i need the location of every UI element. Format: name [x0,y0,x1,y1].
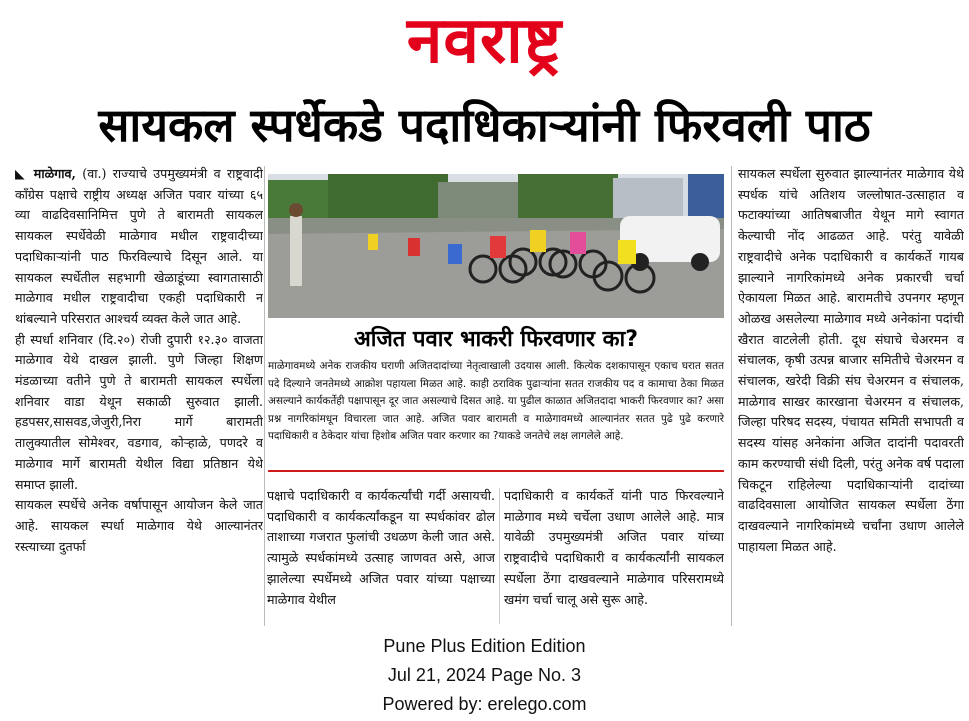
paragraph: पक्षाचे पदाधिकारी व कार्यकर्त्यांची गर्दी असायची. पदाधिकारी व कार्यकर्त्यांकडून या स्पर्धकांवर ढोल ताशाच्या गजरात फुलांची उधळण केली जात असे. त्यामुळे स्पर्धकांमध्ये उत्साह जाणवत असे, आज झालेल्या स्पर्धेमध्ये अजित पवार यांच्या पक्षाच्या माळेगाव येथील [267,488,495,607]
article-column-3 [504,486,724,626]
article-column-4 [738,164,964,624]
edition-name: Pune Plus Edition Edition [383,636,586,656]
article-column-2 [267,486,495,626]
sidebar-summary: माळेगावमध्ये अनेक राजकीय घराणी अजितदादांच्या नेतृत्वाखाली उदयास आली. कित्येक दशकापासून एकाच घरात सतत पदे दिल्याने जनतेमध्ये आक्रोश पहायला मिळत आहे. काही ठराविक पुढाऱ्यांना सतत राजकीय पद व कामाचा ठेका मिळत असल्याने कार्यकर्तेही पक्षापासून दूर जात असल्याचे दिसत आहे. या पुढील काळात अजितदादा भाकरी फिरवणार का? असा प्रश्न नागरिकांमधून विचारला जात आहे. अजित पवार बारामती व माळेगावमध्ये आल्यानंतर सतत पुढे पुढे करणारे पदाधिकारी व ठेकेदार यांचा हिशोब अजित पवार करणार का ?याकडे जनतेचे लक्ष लागलेले आहे. [268,360,724,442]
masthead [0,0,969,88]
red-divider [268,470,724,472]
edition-date-page: Jul 21, 2024 Page No. 3 [387,665,582,685]
paragraph: सायकल स्पर्धेला सुरुवात झाल्यानंतर माळेगाव येथे स्पर्धक यांचे अतिशय जल्लोषात-उत्साहात व फटाक्यांच्या आतिषबाजीत येथून मागे स्वागत केल्याची नोंद आढळत आहे. परंतु यावेळी राष्ट्रवादीचे अनेक पदाधिकारी व कार्यकर्ते गायब झाल्याने नागरिकांमध्ये अनेक प्रकारची चर्चा ऐकायला मिळत आहे. बारामतीचे उपनगर म्हणून ओळख असलेल्या माळेगाव मध्ये अनेकांना पदांची खैरात वाटलेली होती. दूध संघाचे चेअरमन व संचालक, कृषी उत्पन्न बाजार समितीचे चेअरमन व संचालक, खरेदी विक्री संघ चेअरमन व संचालक, माळेगाव साखर कारखाना चेअरमन व संचालक, जिल्हा परिषद सदस्य, पंचायत समिती सभापती व सदस्य यांसह अनेकांना अजित दादांनी पदावरती काम करण्याची संधी दिली, परंतु अनेक वर्ष पदाला चिकटून राहिलेल्या पदाधिकाऱ्यांनी दादांच्या वाढदिवसाला आयोजित सायकल स्पर्धेला ठेंगा दाखवल्याने नागरिकांमध्ये चर्चांना उधाण आलेले पाहायला मिळत आहे. [738,166,964,554]
paragraph: सायकल स्पर्धेचे अनेक वर्षापासून आयोजन केले जात आहे. सायकल स्पर्धा माळेगाव येथे आल्यानंतर रस्त्याच्या दुतर्फा [15,497,263,554]
sidebar-subheadline: अजित पवार भाकरी फिरवणार का? [353,327,639,352]
column-divider [499,488,500,624]
cycling-race-image [268,174,724,318]
edition-footer [0,632,969,719]
dateline: ◣ माळेगाव, [15,166,76,181]
headline-text: सायकल स्पर्धेकडे पदाधिकाऱ्यांनी फिरवली पाठ [98,98,871,152]
paragraph: (वा.) राज्याचे उपमुख्यमंत्री व राष्ट्रवादी काँग्रेस पक्षाचे राष्ट्रीय अध्यक्ष अजित पवार यांच्या ६५ व्या वाढदिवसानिमित्त पुणे ते बारामती सायकल सायकल स्पर्धेवेळी माळेगाव मधील राष्ट्रवादीच्या पदाधिकाऱ्यांनी पाठ फिरविल्याचे दिसून आले. या सायकल स्पर्धेतील सहभागी खेळाडूंच्या स्वागतासाठी माळेगाव मधील राष्ट्रवादीचा एकही पदाधिकारी न थांबल्याने परिसरात आश्चर्य व्यक्त केले जात आहे. [15,166,263,326]
paragraph: ही स्पर्धा शनिवार (दि.२०) रोजी दुपारी १२.३० वाजता माळेगाव येथे दाखल झाली. पुणे जिल्हा शिक्षण मंडळाच्या वतीने पुणे ते बारामती सायकल स्पर्धेला शनिवार वाडा येथून सकाळी सुरुवात झाली. हडपसर,सासवड,जेजुरी,निरा मार्गे बारामती तालुक्यातील सोमेश्वर, वडगाव, कोऱ्हाळे, पणदरे व माळेगाव मार्गे बारामती येथील विद्या प्रतिष्ठान येथे समाप्त झाली. [15,331,263,492]
newspaper-logo: नवराष्ट्र [406,4,563,78]
headline [0,92,969,158]
paragraph: पदाधिकारी व कार्यकर्ते यांनी पाठ फिरवल्याने माळेगाव मध्ये चर्चेला उधाण आलेले आहे. मात्र यावेळी उपमुख्यमंत्री अजित पवार यांच्या राष्ट्रवादीचे पदाधिकारी व कार्यकर्त्यांनी सायकल स्पर्धेला ठेंगा दाखवल्याने माळेगाव परिसरामध्ये खमंग चर्चा चालू असे सुरू आहे. [504,488,724,607]
cycling-race-photo [268,174,724,318]
powered-by-link[interactable]: Powered by: erelego.com [382,694,587,714]
column-divider [731,166,732,626]
article-column-1 [15,164,263,622]
column-divider [264,166,265,626]
